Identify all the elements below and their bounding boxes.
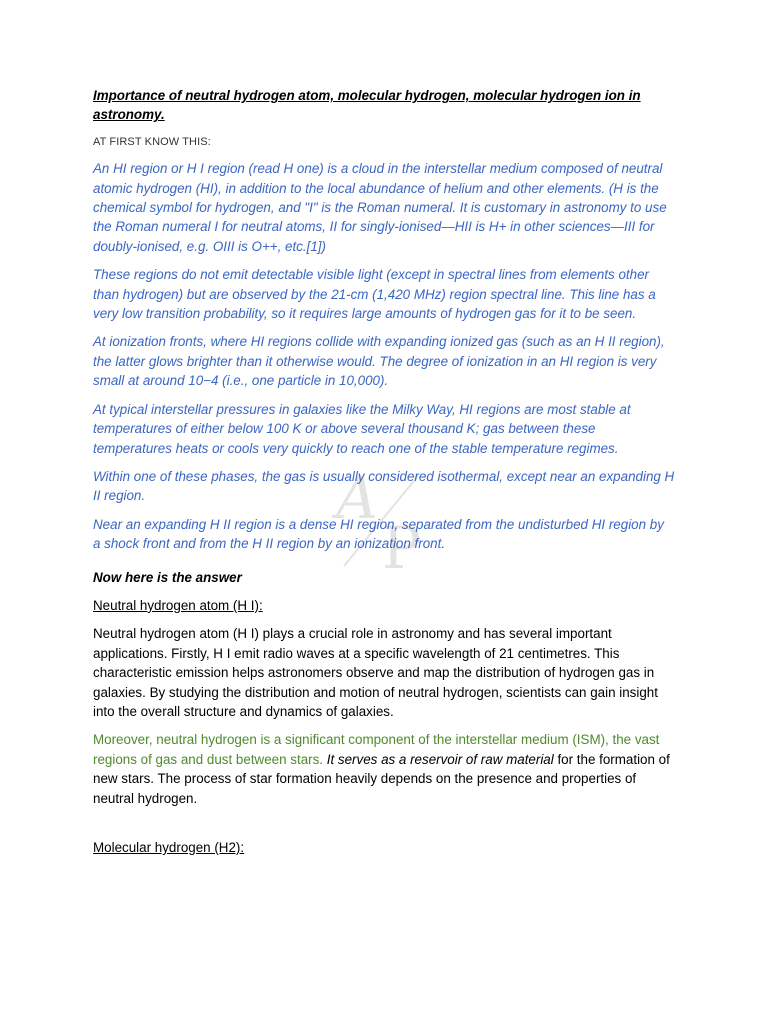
answer-heading: Now here is the answer xyxy=(93,569,242,585)
reservoir-italic-text: It serves as a reservoir of raw material xyxy=(326,751,554,767)
ism-highlight-text: Moreover, neutral hydrogen is a significant component of the interstellar medium (ISM), the vast regions of gas and dust between stars. xyxy=(93,732,660,767)
document-title: Importance of neutral hydrogen atom, molecular hydrogen, molecular hydrogen ion in astronomy. xyxy=(93,88,641,123)
watermark-letter-a: A xyxy=(336,464,378,532)
info-paragraph-1: An HI region or H I region (read H one) is a cloud in the interstellar medium composed of neutral atomic hydrogen (HI), in addition to the local abundance of helium and other elements. (H is the chemical symbol for hydrogen, and "I" is the Roman numeral. It is customary in astronomy to use the Roman numeral I for neutral atoms, II for singly-ionised—HII is H+ in other sciences—III for doubly-ionised, e.g. OIII is O++, etc.[1]) xyxy=(93,161,667,254)
info-paragraph-3: At ionization fronts, where HI regions collide with expanding ionized gas (such as an H II region), the latter glows brighter than it otherwise would. The degree of ionization in an HI region is very small at around 10−4 (i.e., one particle in 10,000). xyxy=(93,334,665,389)
neutral-hydrogen-paragraph-2 xyxy=(93,730,675,808)
section-heading-molecular-hydrogen: Molecular hydrogen (H2): xyxy=(93,840,245,855)
info-paragraph-4: At typical interstellar pressures in galaxies like the Milky Way, HI regions are most stable at temperatures of either below 100 K or above several thousand K; gas between these temperatures heats or cools very quickly to reach one of the stable temperature regimes. xyxy=(93,401,631,456)
watermark-letter-p: P xyxy=(382,514,422,582)
document-body xyxy=(93,86,675,866)
info-paragraph-6: Near an expanding H II region is a dense HI region, separated from the undisturbed HI region by a shock front and from the H II region by an ionization front. xyxy=(93,516,664,552)
info-paragraph-5: Within one of these phases, the gas is usually considered isothermal, except near an expanding H II region. xyxy=(93,468,675,504)
star-formation-text: for the formation of new stars. The process of star formation heavily depends on the presence and properties of neutral hydrogen. xyxy=(93,751,670,806)
section-heading-neutral-hydrogen: Neutral hydrogen atom (H I): xyxy=(93,597,263,613)
intro-label: AT FIRST KNOW THIS: xyxy=(93,135,211,148)
info-paragraph-2: These regions do not emit detectable visible light (except in spectral lines from elements other than hydrogen) but are observed by the 21-cm (1,420 MHz) region spectral line. This line has a very low transition probability, so it requires large amounts of hydrogen gas for it to be seen. xyxy=(93,267,656,322)
neutral-hydrogen-paragraph-1: Neutral hydrogen atom (H I) plays a crucial role in astronomy and has several important applications. Firstly, H I emit radio waves at a specific wavelength of 21 centimetres. This characteristic emission helps astronomers observe and map the distribution of hydrogen gas in galaxies. By studying the distribution and motion of neutral hydrogen, scientists can gain insight into the overall structure and dynamics of galaxies. xyxy=(93,626,658,719)
